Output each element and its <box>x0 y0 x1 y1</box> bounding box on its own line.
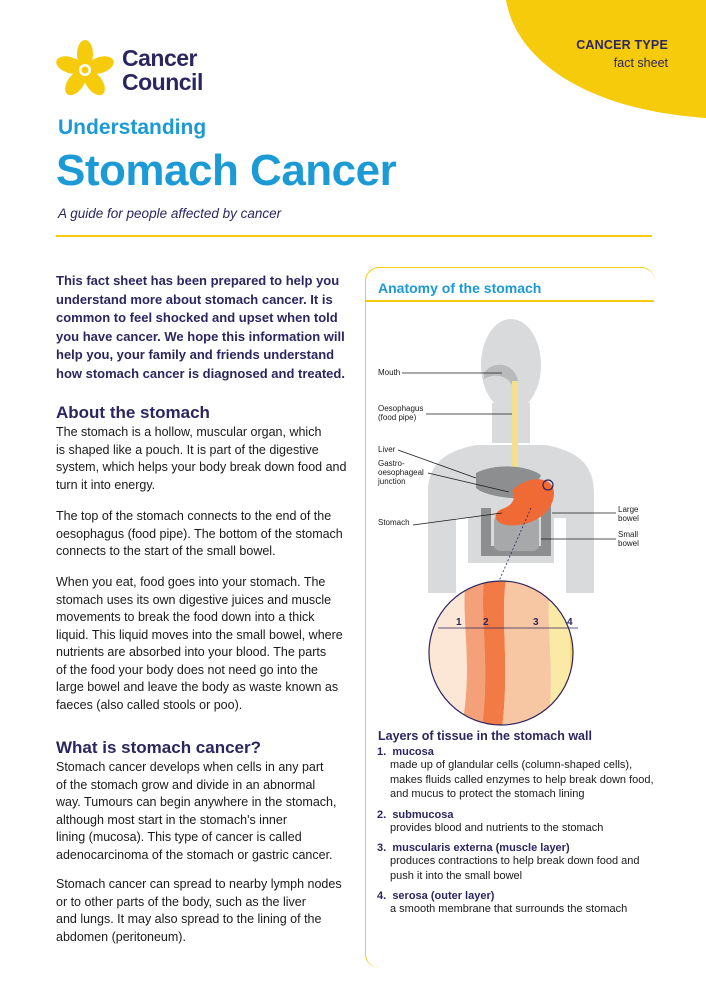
label-liver: Liver <box>378 445 396 454</box>
brand-name-line1: Cancer <box>122 45 197 71</box>
layer-number-4: 4 <box>567 617 573 628</box>
layer-item: 2. submucosa provides blood and nutrients to the stomach <box>377 808 604 834</box>
layers-list <box>377 746 657 924</box>
label-gej-2: oesophageal <box>378 468 424 477</box>
about-paragraph-2: The top of the stomach connects to the end of the oesophagus (food pipe). The bottom of the stomach connects to the start of the small bowel. <box>56 509 343 558</box>
about-paragraph-1: The stomach is a hollow, muscular organ, which is shaped like a pouch. It is part of the digestive system, which helps your body break down food and turn it into energy. <box>56 425 347 492</box>
label-stomach: Stomach <box>378 518 410 527</box>
about-heading: About the stomach <box>56 403 210 422</box>
intro-paragraph: This fact sheet has been prepared to help you understand more about stomach cancer. It is common to feel shocked and upset when told you have cancer. We hope this information will help you, your family and friends understand how stomach cancer is diagnosed and treated. <box>56 273 345 381</box>
title-kicker: Understanding <box>58 116 207 139</box>
anatomy-divider <box>366 300 654 302</box>
layer-item: 3. muscularis externa (muscle layer) produces contractions to help break down food and push it into the small bowel <box>377 842 640 882</box>
cancer-type-label: CANCER TYPE <box>576 38 668 52</box>
what-paragraph-2: Stomach cancer can spread to nearby lymph nodes or to other parts of the body, such as the liver and lungs. It may also spread to the lining of the abdomen (peritoneum). <box>56 877 342 944</box>
page-title: Stomach Cancer <box>56 146 397 195</box>
anatomy-title: Anatomy of the stomach <box>378 280 542 296</box>
label-mouth: Mouth <box>378 368 401 377</box>
label-gej-1: Gastro- <box>378 459 405 468</box>
label-small-1: Small <box>618 530 639 539</box>
tagline: A guide for people affected by cancer <box>58 206 282 221</box>
what-paragraph-1: Stomach cancer develops when cells in any part of the stomach grow and divide in an abnormal way. Tumours can begin anywhere in the stomach, although most start in the stomach's inner lining (mucosa). This type of cancer is called adenocarcinoma of the stomach or gastric cancer. <box>56 760 337 862</box>
about-paragraph-3: When you eat, food goes into your stomach. The stomach uses its own digestive juices and muscle movements to break the food down into a thick liquid. This liquid moves into the small bowel, where nutrients are absorbed into your blood. The parts of the food your body does not need go into the large bowel and leave the body as waste known as faeces (also called stools or poo). <box>56 575 343 712</box>
what-heading: What is stomach cancer? <box>56 738 262 757</box>
layer-number-2: 2 <box>483 617 489 628</box>
layer-item: 1. mucosa made up of glandular cells (column-shaped cells), makes fluids called enzymes to help break down food, and mucus to protect the stomach lining <box>377 746 654 800</box>
label-large-2: bowel <box>618 514 639 523</box>
fact-sheet-label: fact sheet <box>613 56 668 70</box>
label-small-2: bowel <box>618 539 639 548</box>
label-gej-3: junction <box>378 477 406 486</box>
stomach-anatomy-illustration <box>366 303 656 728</box>
stomach-wall-magnified <box>426 578 586 728</box>
label-large-1: Large <box>618 505 639 514</box>
layer-item: 4. serosa (outer layer) a smooth membrane that surrounds the stomach <box>377 890 628 915</box>
header-divider <box>56 235 652 237</box>
layer-number-1: 1 <box>456 617 462 628</box>
corner-swoosh <box>506 0 706 118</box>
brand-name-line2: Council <box>122 69 203 95</box>
layers-title: Layers of tissue in the stomach wall <box>378 729 592 743</box>
label-oesophagus: Oesophagus <box>378 404 424 413</box>
daffodil-logo-icon <box>52 40 118 100</box>
label-food-pipe: (food pipe) <box>378 413 417 422</box>
layer-number-3: 3 <box>533 617 539 628</box>
